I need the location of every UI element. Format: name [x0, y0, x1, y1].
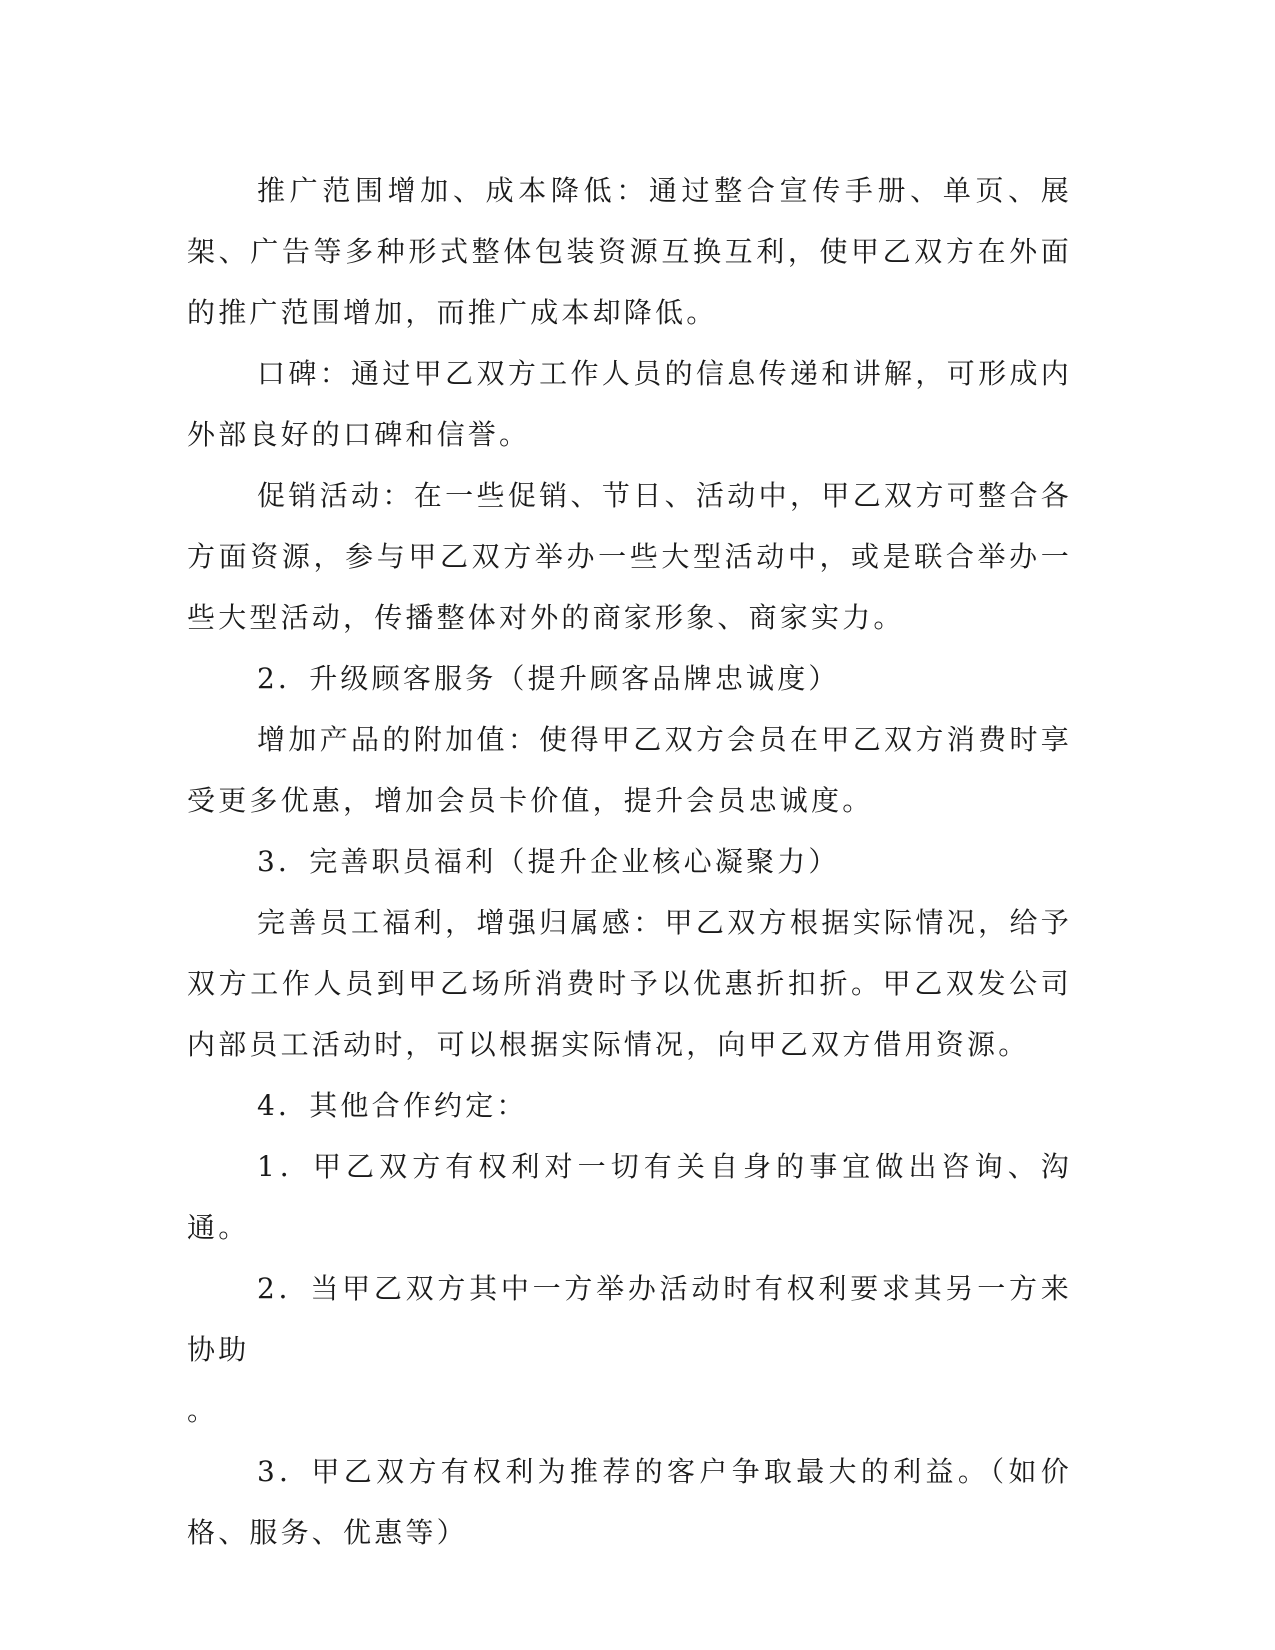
list-item-3: 3．甲乙双方有权利为推荐的客户争取最大的利益。（如价格、服务、优惠等） [187, 1455, 1072, 1549]
paragraph-promotion-scope: 推广范围增加、成本降低：通过整合宣传手册、单页、展架、广告等多种形式整体包装资源互换互利，使甲乙双方在外面的推广范围增加，而推广成本却降低。 [187, 174, 1072, 329]
paragraph-promotion-activities: 促销活动：在一些促销、节日、活动中，甲乙双方可整合各方面资源，参与甲乙双方举办一些大型活动中，或是联合举办一些大型活动，传播整体对外的商家形象、商家实力。 [187, 479, 1072, 634]
list-item-2: 2．当甲乙双方其中一方举办活动时有权利要求其另一方来协助 [187, 1272, 1072, 1366]
heading-other-agreements: 4．其他合作约定： [257, 1089, 528, 1122]
paragraph-word-of-mouth: 口碑：通过甲乙双方工作人员的信息传递和讲解，可形成内外部良好的口碑和信誉。 [187, 357, 1072, 451]
heading-staff-welfare: 3．完善职员福利（提升企业核心凝聚力） [257, 845, 840, 878]
list-item-1: 1．甲乙双方有权利对一切有关自身的事宜做出咨询、沟通。 [187, 1150, 1072, 1244]
paragraph-employee-welfare: 完善员工福利，增强归属感：甲乙双方根据实际情况，给予双方工作人员到甲乙场所消费时予以优惠折扣折。甲乙双发公司内部员工活动时，可以根据实际情况，向甲乙双方借用资源。 [187, 906, 1072, 1061]
document-body [187, 160, 1072, 1563]
heading-upgrade-customer-service: 2．升级顾客服务（提升顾客品牌忠诚度） [257, 662, 840, 695]
list-item-2-continuation: 。 [187, 1394, 219, 1427]
paragraph-added-value: 增加产品的附加值：使得甲乙双方会员在甲乙双方消费时享受更多优惠，增加会员卡价值，提升会员忠诚度。 [187, 723, 1072, 817]
